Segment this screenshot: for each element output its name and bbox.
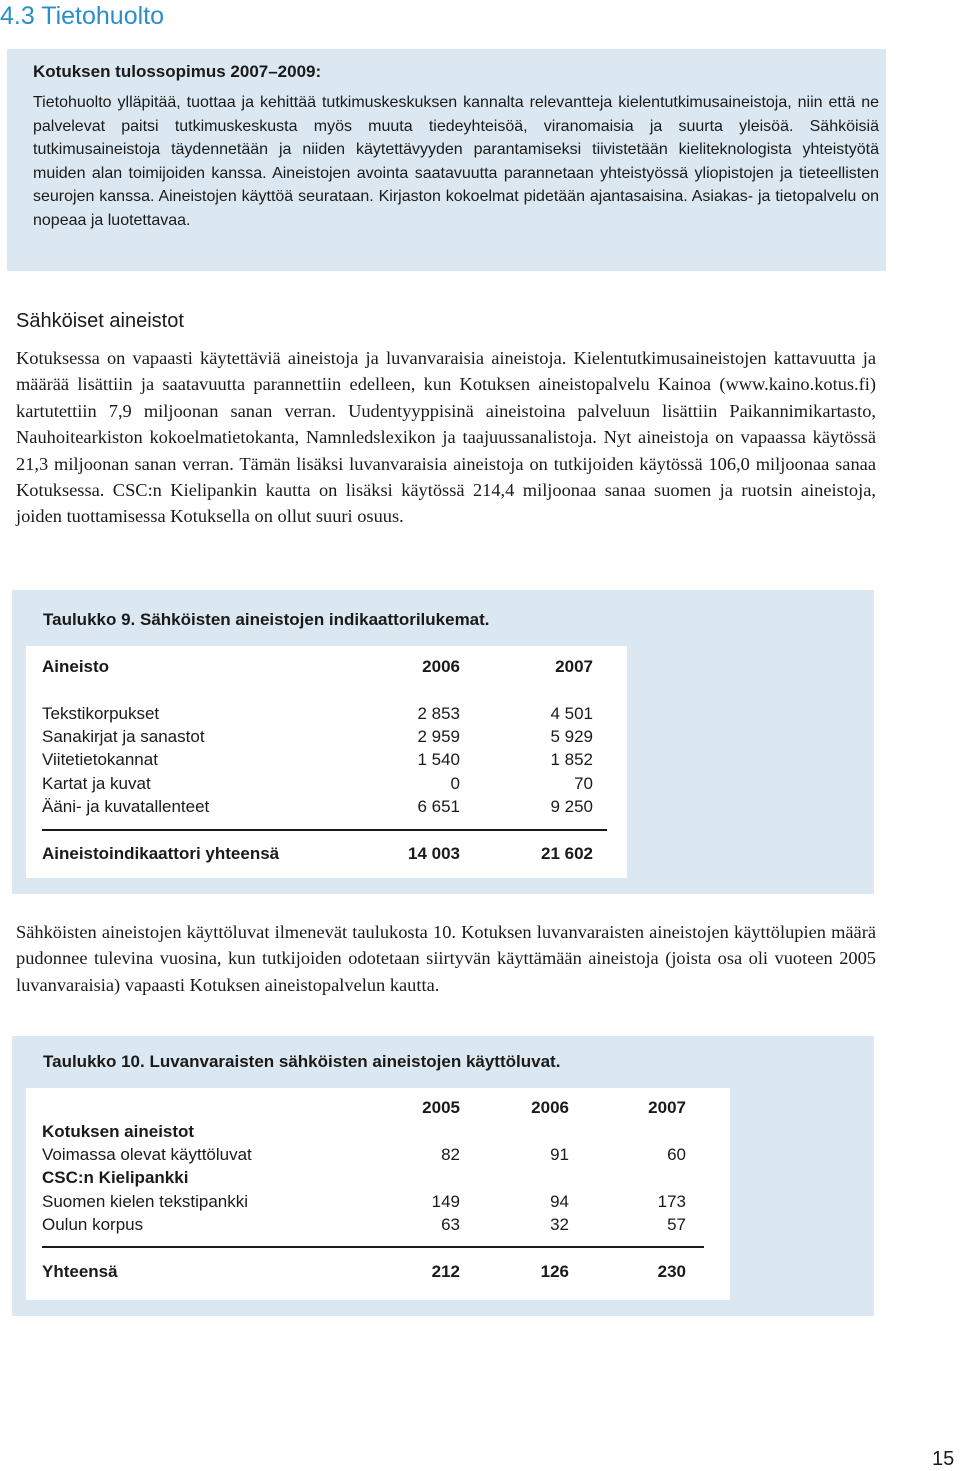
table-cell: 149 [431,1192,460,1211]
table-cell: 2 959 [417,727,460,746]
table-cell: 5 929 [550,727,593,746]
table-10-group-csc: CSC:n Kielipankki [42,1168,189,1187]
table-cell: 63 [441,1215,460,1234]
table-10-inner [26,1088,730,1300]
table-9-total-2006: 14 003 [408,844,460,863]
agreement-title: Kotuksen tulossopimus 2007–2009: [33,62,322,81]
table-cell: 173 [657,1192,686,1211]
table-cell: 2 853 [417,704,460,723]
table-cell: 82 [441,1145,460,1164]
table-cell: 57 [667,1215,686,1234]
table-cell: 1 852 [550,750,593,769]
table-9-caption: Taulukko 9. Sähköisten aineistojen indikaattorilukemat. [43,610,490,629]
table-9-inner [26,646,627,878]
table-10-header-2006: 2006 [531,1098,569,1117]
table-10-total-2007: 230 [657,1262,686,1281]
page-number: 15 [932,1448,955,1470]
table-10-box [12,1036,874,1316]
table-row-label: Ääni- ja kuvatallenteet [42,797,210,816]
table-9-box [12,590,874,894]
table-cell: 0 [450,774,460,793]
table-cell: 6 651 [417,797,460,816]
table-10-total-label: Yhteensä [42,1262,118,1281]
electronic-paragraph-1: Kotuksessa on vapaasti käytettäviä aineistoja ja luvanvaraisia aineistoja. Kielentutkimusaineistojen kattavuutta ja määrää lisättiin ja saatavuutta parannettiin edelleen, kun Kotuksen aineistopalvelu Kainoa (www.kaino.kotus.fi) kartutettiin 7,9 miljoonan sanan verran. Uudentyyppisinä aineistoina palveluun lisättiin Paikannimikartasto, Nauhoitearkiston kokoelmatietokanta, Namnledslexikon ja taajuussanalistoja. Nyt aineistoja on vapaassa käytössä 21,3 miljoonan sanan verran. Tämän lisäksi luvanvaraisia aineistoja on tutkijoiden käytössä 106,0 miljoonaa sanaa Kotuksessa. CSC:n Kielipankin kautta on lisäksi käytössä 214,4 miljoonaa sanaa suomen ja ruotsin aineistoja, joiden tuottamisessa Kotuksella on ollut suuri osuus. [16,348,876,527]
table-row-label: Viitetietokannat [42,750,158,769]
table-10-header-2005: 2005 [422,1098,460,1117]
table-cell: 9 250 [550,797,593,816]
table-cell: 94 [550,1192,569,1211]
table-10-total-2006: 126 [540,1262,569,1281]
table-9-header-2007: 2007 [555,657,593,676]
table-row-label: Oulun korpus [42,1215,144,1234]
table-cell: 32 [550,1215,569,1234]
table-10-header-2007: 2007 [648,1098,686,1117]
electronic-paragraph-2: Sähköisten aineistojen käyttöluvat ilmenevät taulukosta 10. Kotuksen luvanvaraisten aineistojen käyttölupien määrä pudonnee tulevina vuosina, kun tutkijoiden odotetaan siirtyvän käyttämään aineistoja (joista osa oli vuoteen 2005 luvanvaraisia) vapaasti Kotuksen aineistopalvelun kautta. [16,922,876,995]
table-cell: 4 501 [550,704,593,723]
table-row-label: Voimassa olevat käyttöluvat [42,1145,252,1164]
table-10-group-kotus: Kotuksen aineistot [42,1122,195,1141]
table-9-divider [42,829,607,831]
electronic-heading: Sähköiset aineistot [16,310,184,332]
table-row-label: Tekstikorpukset [42,704,160,723]
table-9-total-label: Aineistoindikaattori yhteensä [42,844,280,863]
table-row-label: Suomen kielen tekstipankki [42,1192,249,1211]
table-9-header-aineisto: Aineisto [42,657,110,676]
table-9-header-2006: 2006 [422,657,460,676]
section-title: 4.3 Tietohuolto [0,2,165,30]
table-cell: 60 [667,1145,686,1164]
table-cell: 1 540 [417,750,460,769]
table-row-label: Kartat ja kuvat [42,774,151,793]
table-10-caption: Taulukko 10. Luvanvaraisten sähköisten aineistojen käyttöluvat. [43,1052,561,1071]
agreement-text: Tietohuolto ylläpitää, tuottaa ja kehittää tutkimuskeskuksen kannalta relevantteja kielentutkimusaineistoja, niin että ne palvelevat paitsi tutkimuskeskusta myös muuta tiedeyhteisöä, viranomaisia ja suurta yleisöä. Sähköisiä tutkimusaineistoja täydennetään ja niiden käytettävyyden parantamiseksi tiivistetään kieliteknologista yhteistyötä muiden alan toimijoiden kanssa. Aineistojen avointa saatavuutta parannetaan yhteistyössä yliopistojen ja tieteellisten seurojen kanssa. Aineistojen käyttöä seurataan. Kirjaston kokoelmat pidetään ajantasaisina. Asiakas- ja tietopalvelu on nopeaa ja luotettavaa. [33,94,879,229]
table-9-total-2007: 21 602 [541,844,593,863]
table-10-divider [42,1246,704,1248]
table-10-total-2005: 212 [431,1262,460,1281]
table-row-label: Sanakirjat ja sanastot [42,727,205,746]
table-cell: 91 [550,1145,569,1164]
table-cell: 70 [574,774,593,793]
agreement-box [7,49,886,271]
